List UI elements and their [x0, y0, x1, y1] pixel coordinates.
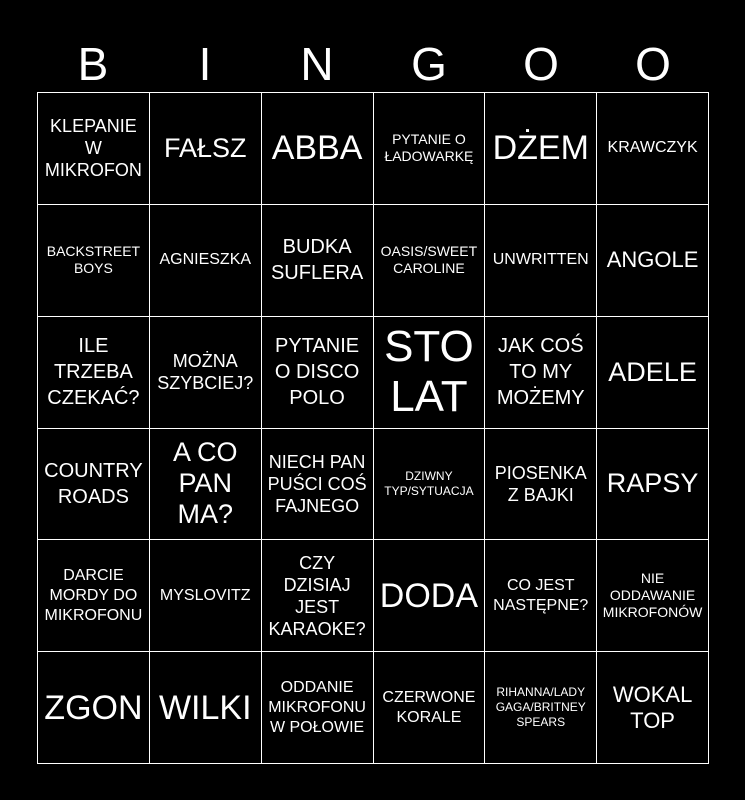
- bingo-header: [37, 36, 709, 92]
- bingo-cell-r2-c6[interactable]: [597, 205, 709, 317]
- bingo-cell-r2-c1[interactable]: [38, 205, 150, 317]
- bingo-cell-r2-c3[interactable]: [262, 205, 374, 317]
- bingo-cell-r2-c4[interactable]: [374, 205, 486, 317]
- cell-label: NIE ODDAWANIE MIKROFONÓW: [602, 570, 703, 621]
- cell-label: PYTANIE O ŁADOWARKĘ: [384, 131, 474, 165]
- bingo-cell-r4-c3[interactable]: [262, 429, 374, 541]
- bingo-cell-r1-c5[interactable]: [485, 93, 597, 205]
- bingo-cell-r1-c4[interactable]: [374, 93, 486, 205]
- cell-label: STO LAT: [384, 322, 474, 422]
- bingo-cell-r3-c1[interactable]: [38, 317, 150, 429]
- bingo-cell-r5-c6[interactable]: [597, 540, 709, 652]
- cell-label: CZERWONE KORALE: [382, 688, 476, 726]
- cell-label: A CO PAN MA?: [172, 437, 238, 530]
- bingo-cell-r1-c6[interactable]: [597, 93, 709, 205]
- cell-label: DODA: [379, 576, 479, 615]
- bingo-cell-r5-c4[interactable]: [374, 540, 486, 652]
- cell-label: PYTANIE O DISCO POLO: [274, 335, 360, 410]
- bingo-cell-r5-c1[interactable]: [38, 540, 150, 652]
- bingo-cell-r3-c3[interactable]: [262, 317, 374, 429]
- cell-label: ADELE: [608, 356, 697, 387]
- cell-label: PIOSENKA Z BAJKI: [494, 462, 587, 505]
- header-letter-n: N: [300, 38, 334, 90]
- bingo-cell-r4-c5[interactable]: [485, 429, 597, 541]
- cell-label: MOŻNA SZYBCIEJ?: [157, 351, 254, 394]
- cell-label: ZGON: [44, 688, 143, 727]
- cell-label: ANGOLE: [606, 247, 699, 273]
- cell-label: ABBA: [271, 129, 363, 168]
- cell-label: KRAWCZYK: [607, 139, 698, 157]
- bingo-cell-r5-c3[interactable]: [262, 540, 374, 652]
- bingo-cell-r2-c2[interactable]: [150, 205, 262, 317]
- bingo-cell-r3-c2[interactable]: [150, 317, 262, 429]
- cell-label: WOKAL TOP: [612, 681, 693, 733]
- cell-label: RIHANNA/LADY GAGA/BRITNEY SPEARS: [495, 685, 586, 730]
- cell-label: COUNTRY ROADS: [44, 459, 143, 508]
- header-letter-o: O: [523, 38, 559, 90]
- cell-label: DŻEM: [492, 129, 589, 168]
- bingo-cell-r6-c1[interactable]: [38, 652, 150, 764]
- header-letter-g: G: [411, 38, 447, 90]
- bingo-cell-r3-c4[interactable]: [374, 317, 486, 429]
- cell-label: KLEPANIE W MIKROFON: [44, 116, 142, 181]
- cell-label: BACKSTREET BOYS: [46, 243, 141, 277]
- bingo-cell-r3-c5[interactable]: [485, 317, 597, 429]
- cell-label: NIECH PAN PUŚCI COŚ FAJNEGO: [267, 451, 367, 516]
- cell-label: DZIWNY TYP/SYTUACJA: [384, 468, 474, 498]
- cell-label: FAŁSZ: [163, 132, 247, 163]
- header-letter-b: B: [77, 38, 109, 90]
- bingo-cell-r6-c3[interactable]: [262, 652, 374, 764]
- bingo-cell-r4-c6[interactable]: [597, 429, 709, 541]
- bingo-cell-r3-c6[interactable]: [597, 317, 709, 429]
- bingo-cell-r4-c2[interactable]: [150, 429, 262, 541]
- bingo-cell-r6-c2[interactable]: [150, 652, 262, 764]
- bingo-cell-r5-c5[interactable]: [485, 540, 597, 652]
- bingo-cell-r1-c3[interactable]: [262, 93, 374, 205]
- bingo-cell-r1-c1[interactable]: [38, 93, 150, 205]
- cell-label: BUDKA SUFLERA: [270, 236, 364, 285]
- cell-label: MYSLOVITZ: [159, 586, 251, 604]
- cell-label: CZY DZISIAJ JEST KARAOKE?: [268, 552, 366, 639]
- cell-label: CO JEST NASTĘPNE?: [493, 576, 589, 614]
- cell-label: ILE TRZEBA CZEKAĆ?: [47, 335, 140, 410]
- bingo-cell-r4-c1[interactable]: [38, 429, 150, 541]
- cell-label: WILKI: [158, 688, 252, 727]
- bingo-cell-r6-c4[interactable]: [374, 652, 486, 764]
- cell-label: OASIS/SWEET CAROLINE: [380, 243, 478, 277]
- cell-label: ODDANIE MIKROFONU W POŁOWIE: [268, 678, 366, 736]
- cell-label: DARCIE MORDY DO MIKROFONU: [44, 566, 143, 624]
- cell-label: UNWRITTEN: [492, 251, 589, 269]
- bingo-cell-r5-c2[interactable]: [150, 540, 262, 652]
- cell-label: AGNIESZKA: [159, 251, 252, 269]
- cell-label: RAPSY: [606, 468, 699, 499]
- bingo-cell-r4-c4[interactable]: [374, 429, 486, 541]
- header-letter-i: I: [198, 38, 212, 90]
- bingo-cell-r2-c5[interactable]: [485, 205, 597, 317]
- bingo-cell-r6-c6[interactable]: [597, 652, 709, 764]
- bingo-board: [37, 92, 709, 764]
- header-letter-o-2: O: [635, 38, 671, 90]
- cell-label: JAK COŚ TO MY MOŻEMY: [496, 335, 585, 410]
- bingo-cell-r1-c2[interactable]: [150, 93, 262, 205]
- bingo-cell-r6-c5[interactable]: [485, 652, 597, 764]
